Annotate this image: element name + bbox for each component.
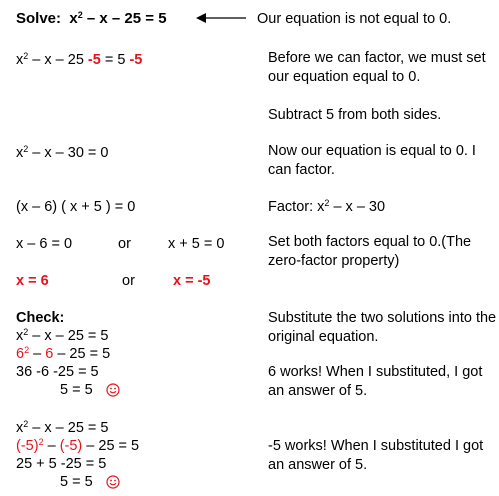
c6-b: (-5): [59, 438, 83, 454]
c5-exp: 2: [23, 419, 29, 429]
c2-post: – 25 = 5: [53, 346, 111, 362]
note-substitute: Substitute the two solutions into the original equation.: [268, 310, 497, 345]
step1-mid2: = 5: [100, 52, 130, 68]
solve-eq-pre: x: [69, 10, 78, 27]
note-set-equal: Before we can factor, we must set our equation equal to 0.: [268, 50, 486, 85]
c1-post: – x – 25 = 5: [28, 328, 109, 344]
step2-exp: 2: [23, 144, 29, 154]
check-line-1: [16, 327, 108, 345]
note-zero-factor: Set both factors equal to 0.(The zero-factor property): [268, 234, 472, 269]
solution-six: x = 6: [16, 273, 49, 289]
c2-b: 6: [45, 346, 54, 362]
step1-sub1: -5: [87, 52, 101, 68]
step5-or: or: [122, 273, 135, 289]
note-factor: [268, 198, 385, 216]
left-arrow-icon: [196, 11, 248, 25]
step1-exp: 2: [23, 51, 29, 61]
c6-exp: 2: [38, 437, 44, 447]
c6-a: (-5): [16, 438, 39, 454]
step3-equation: (x – 6) ( x + 5 ) = 0: [16, 199, 136, 215]
solve-eq-post: – x – 25 = 5: [82, 10, 167, 27]
note3-label: Factor: x: [268, 199, 325, 215]
c1-exp: 2: [23, 327, 29, 337]
c5-pre: x: [16, 420, 24, 436]
check-line-5: [16, 419, 108, 437]
note-six-works: 6 works! When I substituted, I got an answer of 5.: [268, 364, 483, 399]
check-line-8: 5 = 5: [60, 474, 93, 490]
step4-left: x – 6 = 0: [16, 236, 73, 252]
c2-mid: –: [29, 346, 46, 362]
note-neg5-works: -5 works! When I substituted I got an answer of 5.: [268, 438, 484, 473]
check-line-7: 25 + 5 -25 = 5: [16, 456, 107, 472]
step2-post: – x – 30 = 0: [28, 145, 109, 161]
step1-mid: – x – 25: [28, 52, 88, 68]
step1-equation: [16, 51, 142, 69]
c5-post: – x – 25 = 5: [28, 420, 109, 436]
solve-exp: 2: [77, 10, 83, 20]
solution-neg-five: x = -5: [173, 273, 211, 289]
check-line-4: 5 = 5: [60, 382, 93, 398]
step2-pre: x: [16, 145, 24, 161]
check-line-2: [16, 345, 110, 363]
c2-exp: 2: [24, 345, 30, 355]
note-now-zero: Now our equation is equal to 0. I can factor.: [268, 143, 476, 178]
note-subtract: Subtract 5 from both sides.: [268, 107, 442, 123]
step4-right: x + 5 = 0: [168, 236, 225, 252]
c2-a: 6: [16, 346, 25, 362]
solve-label: Solve:: [16, 10, 62, 27]
intro-note: Our equation is not equal to 0.: [257, 11, 452, 27]
step2-equation: [16, 144, 108, 162]
smiley-face-icon: [106, 383, 120, 397]
step1-pre: x: [16, 52, 24, 68]
check-line-3: 36 -6 -25 = 5: [16, 364, 99, 380]
check-label: Check:: [16, 310, 65, 326]
c1-pre: x: [16, 328, 24, 344]
check-line-6: [16, 437, 139, 455]
c6-mid: –: [43, 438, 60, 454]
note3-exp: 2: [324, 198, 330, 208]
c6-post: – 25 = 5: [82, 438, 140, 454]
step1-sub2: -5: [129, 52, 143, 68]
step4-or: or: [118, 236, 131, 252]
smiley-face-icon: [106, 475, 120, 489]
solve-equation: [16, 10, 167, 28]
note3-post: – x – 30: [329, 199, 386, 215]
